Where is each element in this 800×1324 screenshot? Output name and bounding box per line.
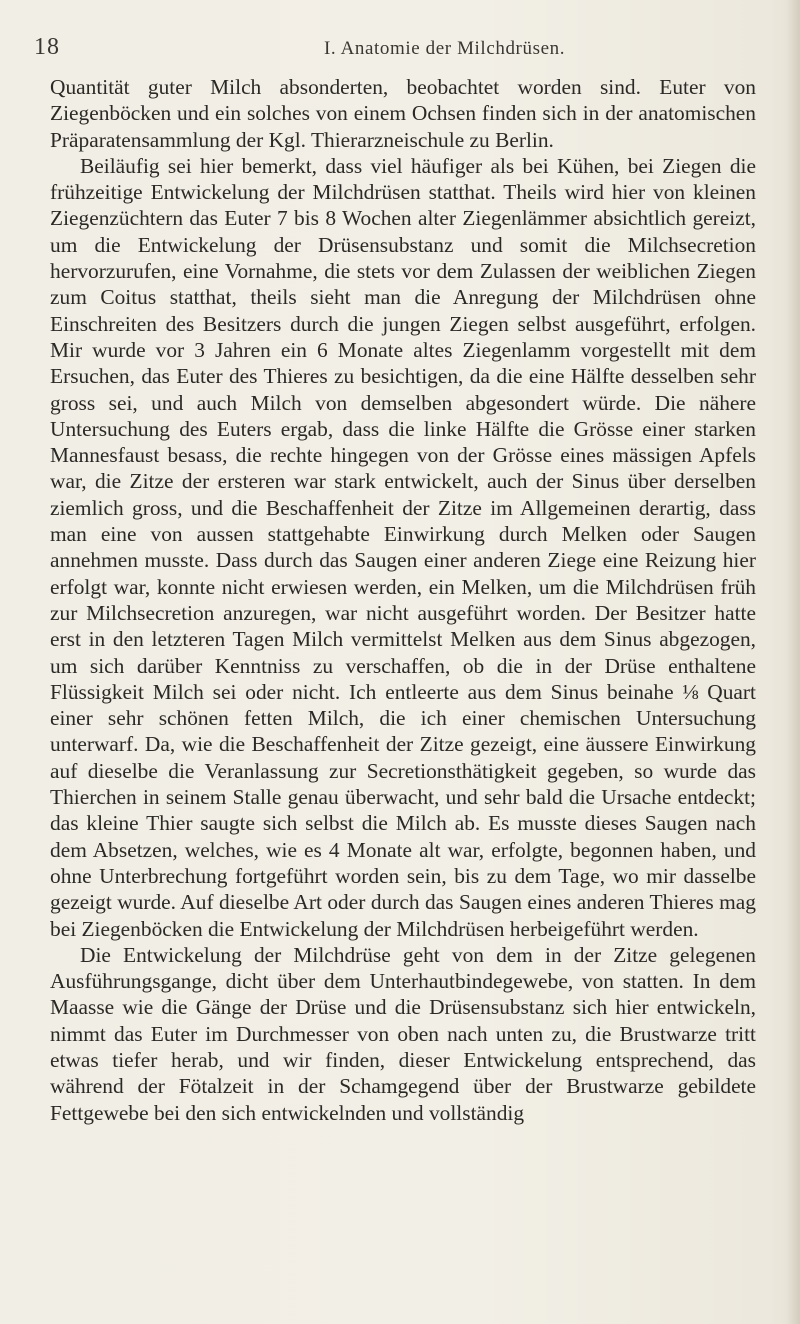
running-head: I. Anatomie der Milchdrüsen. <box>324 38 566 59</box>
page-header <box>34 34 760 64</box>
paragraph-1: Quantität guter Milch absonderten, beobachtet worden sind. Euter von Ziegenböcken und ein solches von einem Ochsen finden sich in der anatomischen Präparatensammlung der Kgl. Thierarzneischule zu Berlin. <box>50 75 756 152</box>
body-text <box>50 74 756 1126</box>
paragraph-2: Beiläufig sei hier bemerkt, dass viel häufiger als bei Kühen, bei Ziegen die frühzeitige Entwickelung der Milchdrüsen statthat. Theils wird hier von kleinen Ziegenzüchtern das Euter 7 bis 8 Wochen alter Ziegenlämmer absichtlich gereizt, um die Entwickelung der Drüsensubstanz und somit die Milchsecretion hervorzurufen, eine Vornahme, die stets vor dem Zulassen der weiblichen Ziegen zum Coitus statthat, theils sieht man die Anregung der Milchdrüsen ohne Einschreiten des Besitzers durch die jungen Ziegen selbst ausgeführt, erfolgen. Mir wurde vor 3 Jahren ein 6 Monate altes Ziegenlamm vorgestellt mit dem Ersuchen, das Euter des Thieres zu besichtigen, da die eine Hälfte desselben sehr gross sei, und auch Milch von demselben abgesondert würde. Die nähere Untersuchung des Euters ergab, dass die linke Hälfte die Grösse einer starken Mannesfaust besass, die rechte hingegen von der Grösse eines mässigen Apfels war, die Zitze der ersteren war stark entwickelt, auch der Sinus über derselben ziemlich gross, und die Beschaffenheit der Zitze im Allgemeinen derartig, dass man eine von aussen stattgehabte Einwirkung durch Melken oder Saugen annehmen musste. Dass durch das Saugen einer anderen Ziege eine Reizung hier erfolgt war, konnte nicht erwiesen werden, ein Melken, um die Milchdrüsen früh zur Milchsecretion anzuregen, war nicht ausgeführt worden. Der Besitzer hatte erst in den letzteren Tagen Milch vermittelst Melken aus dem Sinus abgezogen, um sich darüber Kenntniss zu verschaffen, ob die in der Drüse enthaltene Flüssigkeit Milch sei oder nicht. Ich entleerte aus dem Sinus beinahe ⅛ Quart einer sehr schönen fetten Milch, die ich einer chemischen Untersuchung unterwarf. Da, wie die Beschaffenheit der Zitze gezeigt, eine äussere Einwirkung auf dieselbe die Veranlassung zur Secretionsthätigkeit gegeben, so wurde das Thierchen in seinem Stalle genau überwacht, und sehr bald die Ursache entdeckt; das kleine Thier saugte sich selbst die Milch ab. Es musste dieses Saugen nach dem Absetzen, welches, wie es 4 Monate alt war, erfolgte, begonnen haben, und ohne Unterbrechung fortgeführt worden sein, bis zu dem Tage, wo mir dasselbe gezeigt wurde. Auf dieselbe Art oder durch das Saugen eines anderen Thieres mag bei Ziegenböcken die Entwickelung der Milchdrüsen herbeigeführt werden. <box>50 153 756 941</box>
paragraph-3: Die Entwickelung der Milchdrüse geht von dem in der Zitze gelegenen Ausführungsgange, dicht über dem Unterhautbindegewebe, von statten. In dem Maasse wie die Gänge der Drüse und die Drüsensubstanz sich hier entwickeln, nimmt das Euter im Durchmesser von oben nach unten zu, die Brustwarze tritt etwas tiefer herab, und wir finden, dieser Entwickelung entsprechend, das während der Fötalzeit in der Schamgegend über der Brustwarze gebildete Fettgewebe bei den sich entwickelnden und vollständig <box>50 942 756 1125</box>
page-edge-shadow <box>786 0 800 1324</box>
page-number: 18 <box>34 34 60 60</box>
